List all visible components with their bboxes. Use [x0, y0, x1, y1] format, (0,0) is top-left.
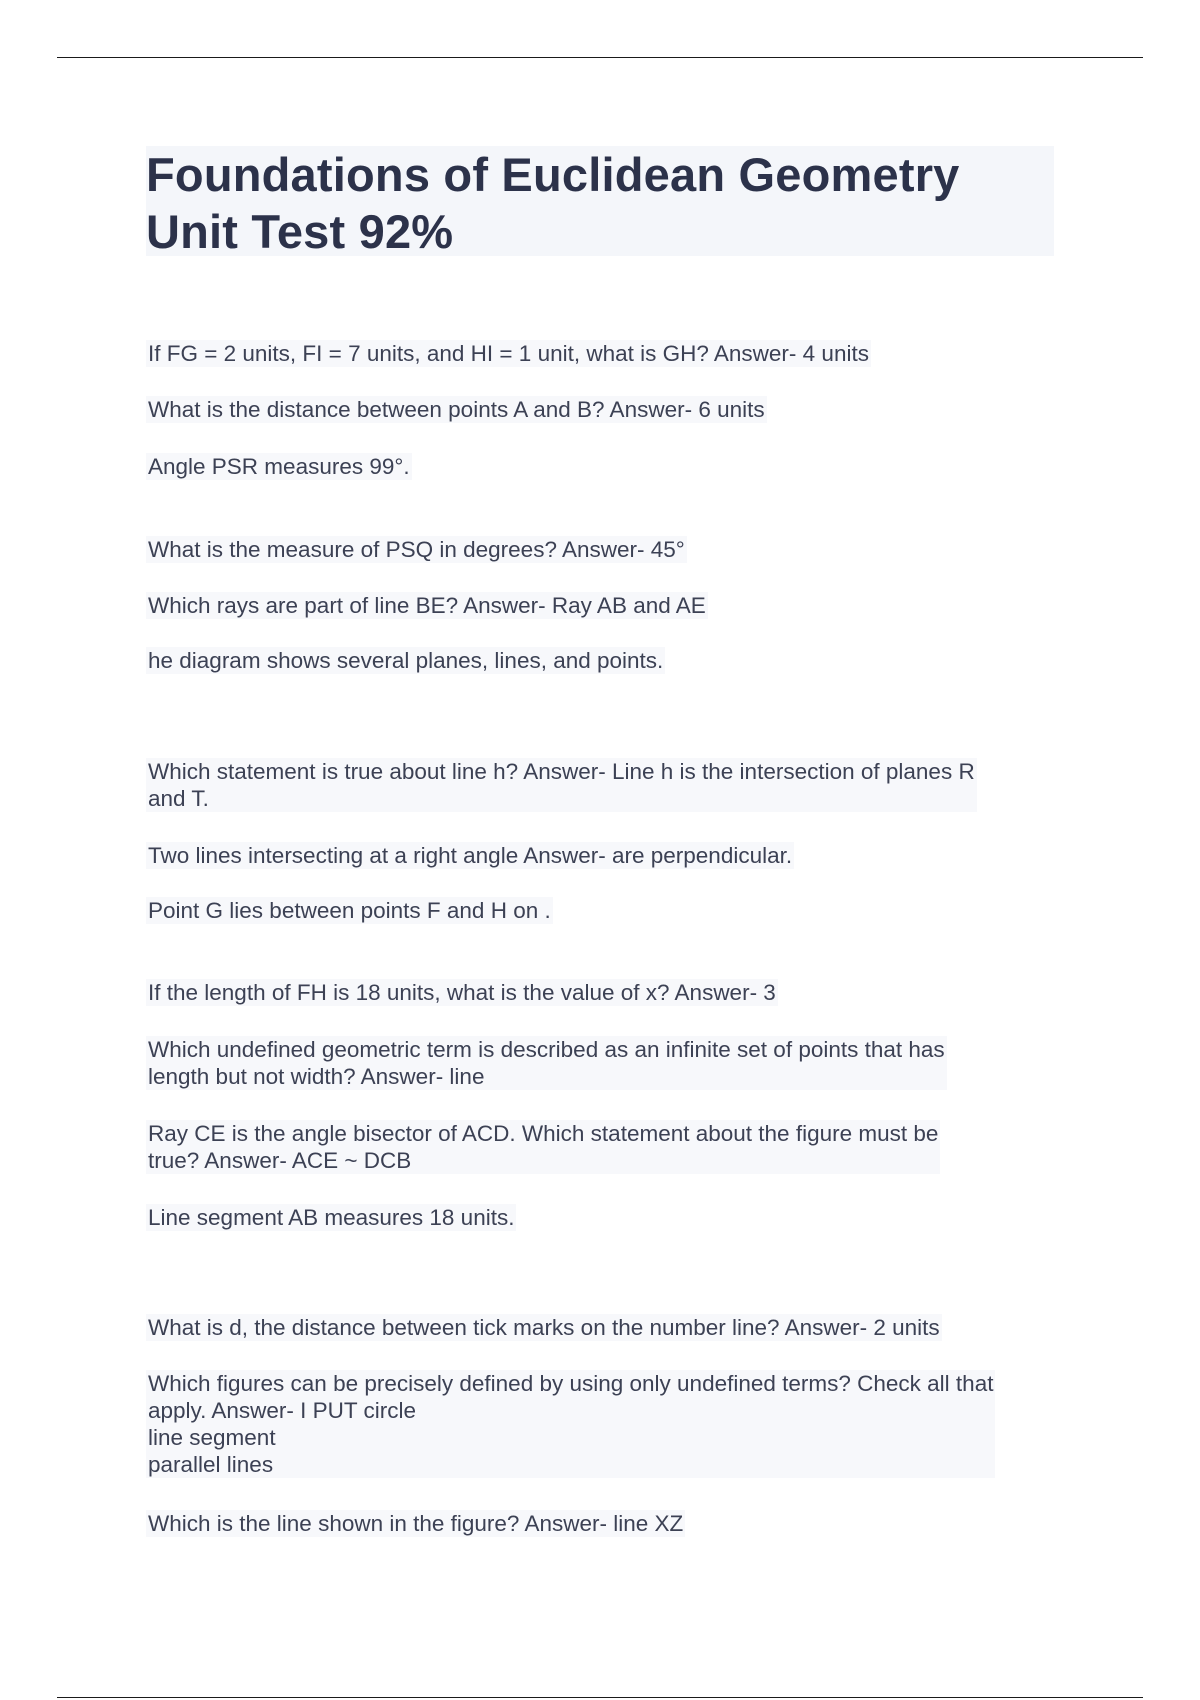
question-item: Angle PSR measures 99°. — [148, 454, 410, 479]
question-item: What is the distance between points A and B? Answer- 6 units — [148, 397, 765, 422]
question-item: Line segment AB measures 18 units. — [148, 1205, 515, 1230]
question-item: Two lines intersecting at a right angle Answer- are perpendicular. — [148, 843, 793, 868]
question-item: Which rays are part of line BE? Answer- Ray AB and AE — [148, 593, 706, 618]
question-item: If the length of FH is 18 units, what is the value of x? Answer- 3 — [148, 980, 776, 1005]
question-item: Ray CE is the angle bisector of ACD. Which statement about the figure must be true? Answer- ACE ~ DCB — [148, 1121, 939, 1173]
question-item: What is d, the distance between tick marks on the number line? Answer- 2 units — [148, 1315, 940, 1340]
question-item: Which statement is true about line h? Answer- Line h is the intersection of planes R and T. — [148, 759, 975, 811]
question-item: Which figures can be precisely defined by using only undefined terms? Check all that apply. Answer- I PUT circle line segment parallel lines — [148, 1371, 994, 1477]
title-block — [146, 146, 1054, 256]
header-rule — [57, 57, 1143, 58]
question-item: If FG = 2 units, FI = 7 units, and HI = 1 unit, what is GH? Answer- 4 units — [148, 341, 869, 366]
question-item: Which undefined geometric term is described as an infinite set of points that has length but not width? Answer- line — [148, 1037, 945, 1089]
question-item: Which is the line shown in the figure? Answer- line XZ — [148, 1511, 684, 1536]
question-item: What is the measure of PSQ in degrees? Answer- 45° — [148, 537, 685, 562]
question-item: he diagram shows several planes, lines, and points. — [148, 648, 664, 673]
page-title: Foundations of Euclidean Geometry Unit Test 92% — [146, 148, 960, 258]
question-item: Point G lies between points F and H on . — [148, 898, 551, 923]
footer-rule — [57, 1697, 1143, 1698]
